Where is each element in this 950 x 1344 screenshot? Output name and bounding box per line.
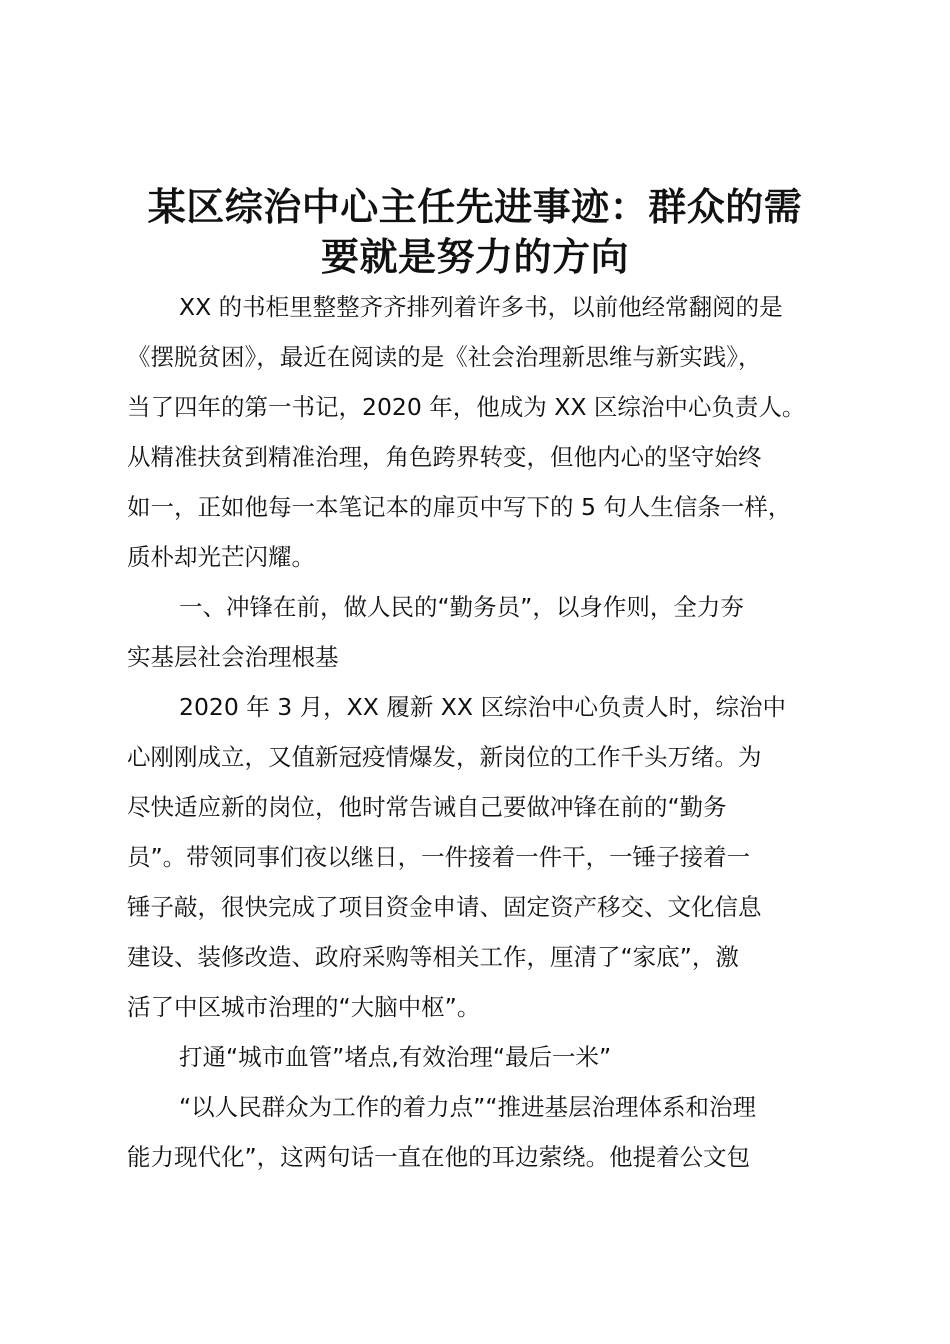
- paragraph-section-2: [127, 1082, 832, 1182]
- paragraph-line: XX 的书柜里整整齐齐排列着许多书，以前他经常翻阅的是: [179, 293, 783, 321]
- document-body: [127, 282, 832, 1182]
- paragraph-intro: [127, 282, 832, 582]
- paragraph-line: 2020 年 3 月，XX 履新 XX 区综治中心负责人时，综治中: [179, 693, 786, 721]
- paragraph-line: 质朴却光芒闪耀。: [127, 543, 315, 571]
- paragraph-line: 员”。带领同事们夜以继日，一件接着一件干，一锤子接着一: [127, 843, 751, 871]
- paragraph-line: 活了中区城市治理的“大脑中枢”。: [127, 993, 481, 1021]
- title-line-1: 某区综治中心主任先进事迹：群众的需: [147, 184, 803, 229]
- paragraph-line: “以人民群众为工作的着力点”“推进基层治理体系和治理: [179, 1093, 757, 1121]
- paragraph-line: 建设、装修改造、政府采购等相关工作，厘清了“家底”，激: [127, 943, 739, 971]
- paragraph-line: 《摆脱贫困》，最近在阅读的是《社会治理新思维与新实践》，: [127, 343, 762, 371]
- paragraph-line: 从精准扶贫到精准治理，角色跨界转变，但他内心的坚守始终: [127, 443, 762, 471]
- paragraph-line: 如一，正如他每一本笔记本的扉页中写下的 5 句人生信条一样，: [127, 493, 792, 521]
- paragraph-line: 能力现代化”，这两句话一直在他的耳边萦绕。他提着公文包: [127, 1143, 751, 1171]
- paragraph-line: 打通“城市血管”堵点,有效治理“最后一米”: [179, 1043, 612, 1071]
- paragraph-line: 当了四年的第一书记，2020 年，他成为 XX 区综治中心负责人。: [127, 393, 806, 421]
- section-heading-1: [127, 582, 832, 682]
- paragraph-section-1: [127, 682, 832, 1032]
- title-line-2: 要就是努力的方向: [320, 234, 629, 279]
- paragraph-line: 一、冲锋在前，做人民的“勤务员”，以身作则，全力夯: [179, 593, 744, 621]
- paragraph-line: 心刚刚成立，又值新冠疫情爆发，新岗位的工作千头万绪。为: [127, 743, 762, 771]
- document-title: [110, 182, 840, 282]
- paragraph-line: 锤子敲，很快完成了项目资金申请、固定资产移交、文化信息: [127, 893, 762, 921]
- subheading: [127, 1032, 832, 1082]
- paragraph-line: 实基层社会治理根基: [127, 643, 339, 671]
- paragraph-line: 尽快适应新的岗位，他时常告诫自己要做冲锋在前的“勤务: [127, 793, 727, 821]
